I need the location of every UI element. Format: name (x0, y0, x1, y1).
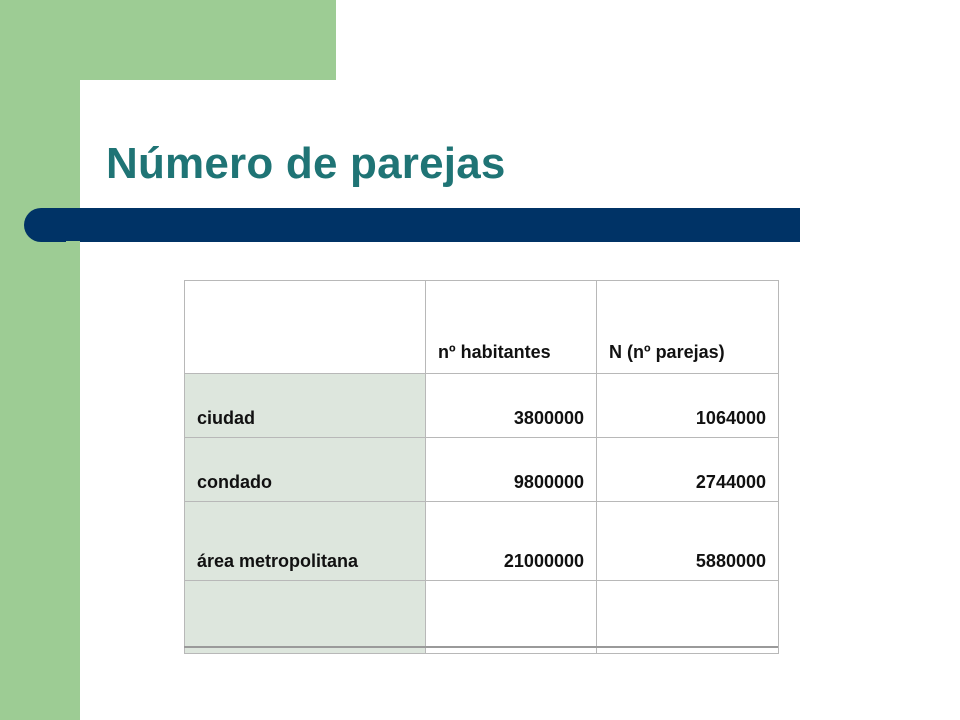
header-cell-parejas (597, 281, 779, 374)
table-row (185, 438, 779, 502)
data-table-container (184, 280, 778, 648)
table-header-row (185, 281, 779, 374)
underline-notch (66, 241, 80, 242)
table-row (185, 581, 779, 654)
parejas-value (597, 581, 779, 654)
parejas-value: 2744000 (597, 438, 779, 502)
data-table (184, 280, 779, 654)
header-cell-habitantes (426, 281, 597, 374)
parejas-value: 5880000 (597, 502, 779, 581)
header-parejas-label: N (nº parejas) (609, 342, 725, 362)
habitantes-value: 3800000 (426, 374, 597, 438)
parejas-value: 1064000 (597, 374, 779, 438)
title-underline-bar (24, 208, 800, 242)
row-label: condado (185, 438, 426, 502)
table-row (185, 502, 779, 581)
header-habitantes-label: nº habitantes (438, 342, 551, 362)
green-frame-left (0, 0, 80, 720)
header-cell-empty (185, 281, 426, 374)
row-label: ciudad (185, 374, 426, 438)
row-label: área metropolitana (185, 502, 426, 581)
habitantes-value (426, 581, 597, 654)
table-row (185, 374, 779, 438)
table-bottom-edge (184, 646, 778, 648)
green-frame-top (0, 0, 336, 80)
row-label (185, 581, 426, 654)
habitantes-value: 21000000 (426, 502, 597, 581)
slide-title: Número de parejas (106, 139, 506, 188)
habitantes-value: 9800000 (426, 438, 597, 502)
